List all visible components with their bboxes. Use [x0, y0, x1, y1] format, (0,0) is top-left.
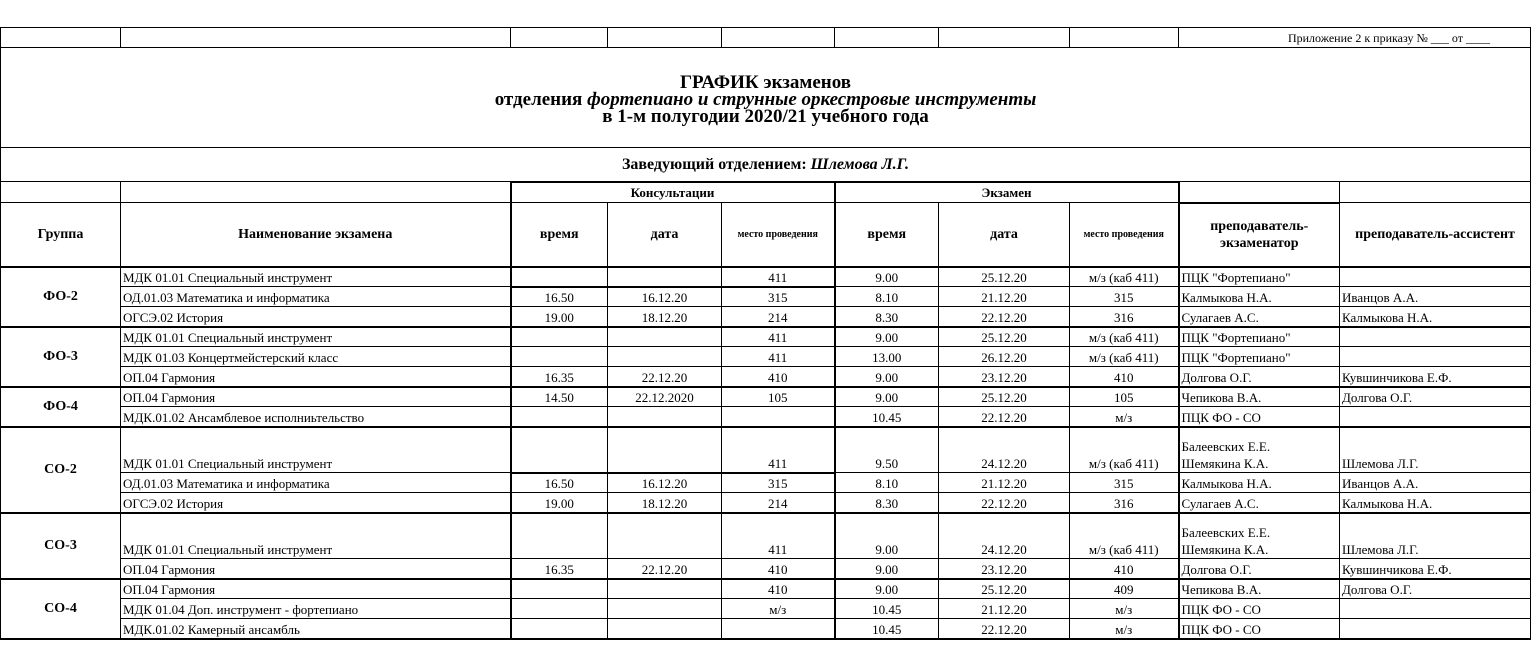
assistant: Шлемова Л.Г. [1340, 427, 1531, 473]
exam-time: 8.30 [835, 493, 939, 513]
examiner: ПЦК ФО - СО [1179, 619, 1340, 639]
exam-time: 9.00 [835, 367, 939, 387]
exam-name: ОП.04 Гармония [121, 387, 511, 407]
exam-name: ОП.04 Гармония [121, 579, 511, 599]
assistant: Иванцов А.А. [1340, 287, 1531, 307]
examiner: ПЦК ФО - СО [1179, 599, 1340, 619]
col-consult-time: время [511, 203, 608, 267]
consult-date [608, 327, 722, 347]
exam-place: 316 [1070, 493, 1179, 513]
consult-place: 214 [722, 493, 835, 513]
consult-time: 16.50 [511, 473, 608, 493]
examiner [1179, 513, 1340, 559]
title-line-2: отделения фортепиано и струнные оркестровые инструменты [494, 89, 1037, 110]
consult-place [722, 619, 835, 639]
exam-time: 9.00 [835, 327, 939, 347]
consult-date [608, 513, 722, 559]
exam-time: 9.00 [835, 267, 939, 287]
assistant: Кувшинчикова Е.Ф. [1340, 559, 1531, 579]
table-row [1, 267, 1531, 287]
consult-time: 19.00 [511, 493, 608, 513]
consult-place: 411 [722, 347, 835, 367]
exam-time: 8.10 [835, 473, 939, 493]
exam-time: 10.45 [835, 619, 939, 639]
exam-date: 22.12.20 [939, 619, 1070, 639]
col-exam-place: место проведения [1070, 203, 1179, 267]
consult-time [511, 599, 608, 619]
table-row [1, 287, 1531, 307]
exam-date: 24.12.20 [939, 427, 1070, 473]
examiner-2: Шемякина К.А. [1181, 542, 1269, 557]
examiner: Сулагаев А.С. [1179, 493, 1340, 513]
exam-date: 25.12.20 [939, 327, 1070, 347]
exam-time: 8.10 [835, 287, 939, 307]
exam-name: ОД.01.03 Математика и информатика [121, 473, 511, 493]
exam-place: м/з (каб 411) [1070, 427, 1179, 473]
consult-date [608, 267, 722, 287]
exam-time: 13.00 [835, 347, 939, 367]
col-consult-date: дата [608, 203, 722, 267]
consult-place: 214 [722, 307, 835, 327]
exam-place: м/з [1070, 407, 1179, 427]
exam-name: ОП.04 Гармония [121, 367, 511, 387]
consult-time [511, 619, 608, 639]
consult-time [511, 267, 608, 287]
assistant [1340, 327, 1531, 347]
document-title [1, 48, 1531, 148]
assistant: Иванцов А.А. [1340, 473, 1531, 493]
exam-name: ОП.04 Гармония [121, 559, 511, 579]
consult-place: 315 [722, 287, 835, 307]
examiner: Чепикова В.А. [1179, 387, 1340, 407]
col-exam-name: Наименование экзамена [121, 203, 511, 267]
exam-date: 21.12.20 [939, 473, 1070, 493]
exam-name: МДК 01.01 Специальный инструмент [121, 513, 511, 559]
exam-time: 9.00 [835, 387, 939, 407]
consult-time: 14.50 [511, 387, 608, 407]
consult-place: 410 [722, 559, 835, 579]
consult-time [511, 327, 608, 347]
exam-date: 22.12.20 [939, 493, 1070, 513]
exam-name: ОГСЭ.02 История [121, 307, 511, 327]
assistant: Кувшинчикова Е.Ф. [1340, 367, 1531, 387]
group-cell: ФО-3 [1, 327, 121, 387]
col-examiner: преподаватель-экзаменатор [1179, 203, 1340, 267]
examiner: Калмыкова Н.А. [1179, 473, 1340, 493]
group-cell: ФО-4 [1, 387, 121, 427]
table-row [1, 307, 1531, 327]
consult-date [608, 599, 722, 619]
exam-time: 10.45 [835, 407, 939, 427]
col-exam-time: время [835, 203, 939, 267]
examiner: ПЦК ФО - СО [1179, 407, 1340, 427]
table-row [1, 579, 1531, 599]
exam-place: м/з [1070, 619, 1179, 639]
exam-name: ОГСЭ.02 История [121, 493, 511, 513]
exam-time: 9.00 [835, 513, 939, 559]
examiner-2: Шемякина К.А. [1181, 456, 1269, 471]
consult-place: м/з [722, 599, 835, 619]
consult-time: 16.50 [511, 287, 608, 307]
assistant [1340, 619, 1531, 639]
table-row [1, 493, 1531, 513]
exam-date: 25.12.20 [939, 387, 1070, 407]
col-group: Группа [1, 203, 121, 267]
group-cell: ФО-2 [1, 267, 121, 327]
exam-date: 25.12.20 [939, 267, 1070, 287]
consult-date: 16.12.20 [608, 473, 722, 493]
group-cell: СО-2 [1, 427, 121, 513]
exam-place: 410 [1070, 559, 1179, 579]
table-row [1, 513, 1531, 559]
table-row [1, 367, 1531, 387]
exam-place: 316 [1070, 307, 1179, 327]
consult-place: 411 [722, 513, 835, 559]
assistant: Долгова О.Г. [1340, 387, 1531, 407]
consult-time: 16.35 [511, 367, 608, 387]
assistant [1340, 407, 1531, 427]
title-row [1, 48, 1531, 148]
exam-place: 409 [1070, 579, 1179, 599]
exam-time: 9.50 [835, 427, 939, 473]
exam-schedule-table [0, 27, 1531, 640]
examiner [1179, 427, 1340, 473]
consult-place [722, 407, 835, 427]
consult-date: 22.12.2020 [608, 387, 722, 407]
annex-note: Приложение 2 к приказу № ___ от ____ [1179, 28, 1531, 48]
consult-time [511, 427, 608, 473]
exam-date: 22.12.20 [939, 307, 1070, 327]
exam-place: 315 [1070, 287, 1179, 307]
exam-name: МДК 01.01 Специальный инструмент [121, 267, 511, 287]
assistant [1340, 599, 1531, 619]
consult-place: 410 [722, 579, 835, 599]
consult-date: 18.12.20 [608, 493, 722, 513]
exam-place: м/з (каб 411) [1070, 267, 1179, 287]
exam-time: 9.00 [835, 579, 939, 599]
consult-time [511, 579, 608, 599]
examiner: ПЦК "Фортепиано" [1179, 267, 1340, 287]
assistant: Шлемова Л.Г. [1340, 513, 1531, 559]
examiner: Долгова О.Г. [1179, 367, 1340, 387]
exam-place: 315 [1070, 473, 1179, 493]
examiner-1: Балеевских Е.Е. [1181, 439, 1271, 454]
table-row [1, 473, 1531, 493]
consult-place: 411 [722, 267, 835, 287]
examiner: Калмыкова Н.А. [1179, 287, 1340, 307]
exam-place: 410 [1070, 367, 1179, 387]
consult-time [511, 347, 608, 367]
table-row [1, 347, 1531, 367]
consult-place: 105 [722, 387, 835, 407]
consult-place: 411 [722, 427, 835, 473]
table-row [1, 599, 1531, 619]
consult-place: 411 [722, 327, 835, 347]
exam-date: 23.12.20 [939, 559, 1070, 579]
consult-place: 410 [722, 367, 835, 387]
examiner: ПЦК "Фортепиано" [1179, 347, 1340, 367]
head-of-department-row [1, 148, 1531, 182]
examiner: Сулагаев А.С. [1179, 307, 1340, 327]
consult-time: 16.35 [511, 559, 608, 579]
consult-date: 22.12.20 [608, 367, 722, 387]
title-line-3: в 1-м полугодии 2020/21 учебного года [602, 106, 929, 127]
exam-place: м/з [1070, 599, 1179, 619]
section-header-row [1, 182, 1531, 203]
exam-date: 21.12.20 [939, 287, 1070, 307]
exam-date: 23.12.20 [939, 367, 1070, 387]
consult-date [608, 407, 722, 427]
table-row [1, 427, 1531, 473]
consultations-header: Консультации [511, 182, 835, 203]
exam-date: 21.12.20 [939, 599, 1070, 619]
consult-date: 16.12.20 [608, 287, 722, 307]
table-row [1, 619, 1531, 639]
assistant: Калмыкова Н.А. [1340, 307, 1531, 327]
exam-time: 10.45 [835, 599, 939, 619]
exam-place: м/з (каб 411) [1070, 347, 1179, 367]
consult-date: 22.12.20 [608, 559, 722, 579]
assistant [1340, 267, 1531, 287]
consult-date [608, 427, 722, 473]
exam-date: 26.12.20 [939, 347, 1070, 367]
table-row [1, 327, 1531, 347]
consult-place: 315 [722, 473, 835, 493]
assistant: Долгова О.Г. [1340, 579, 1531, 599]
consult-date [608, 579, 722, 599]
assistant [1340, 347, 1531, 367]
column-header-row [1, 203, 1531, 267]
exam-place: м/з (каб 411) [1070, 327, 1179, 347]
col-assistant: преподаватель-ассистент [1340, 203, 1531, 267]
exam-name: МДК 01.04 Доп. инструмент - фортепиано [121, 599, 511, 619]
exam-date: 25.12.20 [939, 579, 1070, 599]
consult-date: 18.12.20 [608, 307, 722, 327]
group-cell: СО-4 [1, 579, 121, 639]
exam-header: Экзамен [835, 182, 1179, 203]
table-row [1, 387, 1531, 407]
table-row [1, 407, 1531, 427]
exam-time: 8.30 [835, 307, 939, 327]
exam-name: МДК 01.01 Специальный инструмент [121, 427, 511, 473]
table-row [1, 559, 1531, 579]
exam-name: МДК 01.01 Специальный инструмент [121, 327, 511, 347]
consult-time: 19.00 [511, 307, 608, 327]
exam-name: МДК 01.03 Концертмейстерский класс [121, 347, 511, 367]
consult-time [511, 513, 608, 559]
annex-row [1, 28, 1531, 48]
exam-date: 22.12.20 [939, 407, 1070, 427]
head-of-department: Заведующий отделением: Шлемова Л.Г. [1, 148, 1531, 182]
examiner: Долгова О.Г. [1179, 559, 1340, 579]
consult-time [511, 407, 608, 427]
exam-name: МДК.01.02 Камерный ансамбль [121, 619, 511, 639]
examiner: ПЦК "Фортепиано" [1179, 327, 1340, 347]
examiner: Чепикова В.А. [1179, 579, 1340, 599]
assistant: Калмыкова Н.А. [1340, 493, 1531, 513]
col-exam-date: дата [939, 203, 1070, 267]
exam-date: 24.12.20 [939, 513, 1070, 559]
examiner-1: Балеевских Е.Е. [1181, 525, 1271, 540]
consult-date [608, 619, 722, 639]
exam-name: ОД.01.03 Математика и информатика [121, 287, 511, 307]
exam-name: МДК.01.02 Ансамблевое исполниьтельство [121, 407, 511, 427]
exam-place: м/з (каб 411) [1070, 513, 1179, 559]
exam-time: 9.00 [835, 559, 939, 579]
title-line-1: ГРАФИК экзаменов [679, 72, 852, 93]
col-consult-place: место проведения [722, 203, 835, 267]
group-cell: СО-3 [1, 513, 121, 579]
consult-date [608, 347, 722, 367]
exam-place: 105 [1070, 387, 1179, 407]
